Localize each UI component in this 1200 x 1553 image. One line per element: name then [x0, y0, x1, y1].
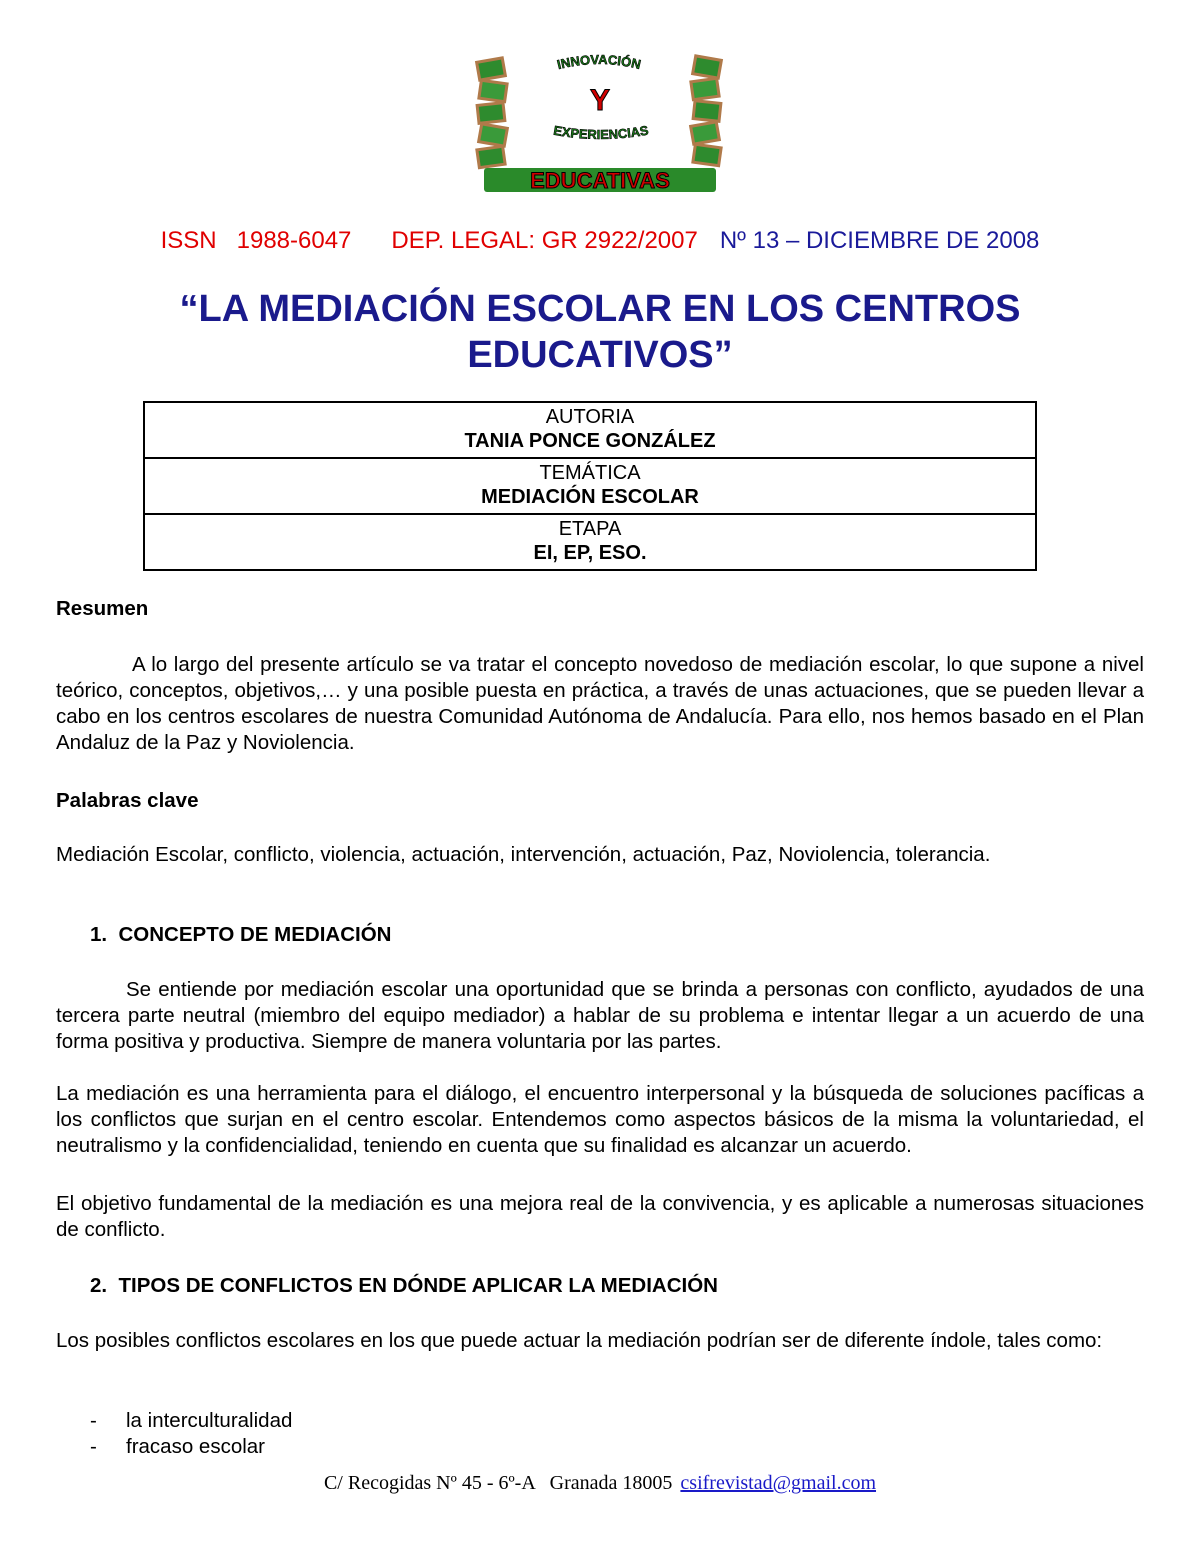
logo-right-column — [691, 56, 722, 166]
logo-top-text: INNOVACIÓN — [555, 51, 643, 73]
section-2-heading: 2. TIPOS DE CONFLICTOS EN DÓNDE APLICAR LA MEDIACIÓN — [90, 1274, 718, 1297]
issue-number: Nº 13 – DICIEMBRE DE 2008 — [719, 227, 1040, 254]
publication-info — [0, 227, 1200, 255]
page-footer — [0, 1472, 1200, 1495]
issn: ISSN 1988-6047 — [160, 227, 352, 254]
legal-deposit: DEP. LEGAL: GR 2922/2007 — [391, 227, 698, 254]
title-line-2: EDUCATIVOS” — [467, 334, 733, 376]
section-1-paragraph-2: La mediación es una herramienta para el diálogo, el encuentro interpersonal y la búsqueda de soluciones pacíficas a los conflictos que surjan en el centro escolar. Entendemos como aspectos básicos de la misma la voluntariedad, el neutralismo y la confidencialidad, teniendo en cuenta que su finalidad es alcanzar un acuerdo. — [56, 1082, 1144, 1157]
section-1-paragraph-3: El objetivo fundamental de la mediación es una mejora real de la convivencia, y es aplicable a numerosas situaciones de conflicto. — [56, 1192, 1144, 1241]
list-item-text: la interculturalidad — [126, 1409, 293, 1432]
meta-label: TEMÁTICA — [539, 462, 641, 484]
meta-label: ETAPA — [558, 518, 622, 540]
section-1-heading: 1. CONCEPTO DE MEDIACIÓN — [90, 923, 392, 946]
logo-middle-text: Y — [589, 84, 611, 117]
meta-row-topic — [144, 458, 1036, 514]
meta-row-stage — [144, 514, 1036, 570]
keywords-body: Mediación Escolar, conflicto, violencia, actuación, intervención, actuación, Paz, Noviolencia, tolerancia. — [56, 843, 991, 866]
logo-left-column — [477, 58, 508, 168]
list-item-text: fracaso escolar — [126, 1435, 266, 1458]
footer-address: C/ Recogidas Nº 45 - 6º-A Granada 18005 — [323, 1472, 673, 1494]
magazine-logo — [470, 50, 730, 200]
meta-value: TANIA PONCE GONZÁLEZ — [464, 430, 716, 452]
abstract-heading: Resumen — [56, 597, 149, 620]
article-meta-table — [143, 401, 1037, 571]
meta-value: MEDIACIÓN ESCOLAR — [481, 486, 699, 508]
logo-lower-text: EXPERIENCIAS — [552, 122, 650, 143]
meta-label: AUTORIA — [545, 406, 635, 428]
footer-email-link[interactable]: csifrevistad@gmail.com — [680, 1472, 877, 1494]
title-line-1: “LA MEDIACIÓN ESCOLAR EN LOS CENTROS — [179, 288, 1021, 330]
logo-graphic — [470, 50, 730, 200]
article-title — [0, 286, 1200, 378]
list-item: - fracaso escolar — [90, 1435, 266, 1458]
section-1-paragraph-1: Se entiende por mediación escolar una oportunidad que se brinda a personas con conflicto, ayudados de una tercera parte neutral (miembro del equipo mediador) a hablar de su problema e intentar llegar a un acuerdo de una forma positiva y productiva. Siempre de manera voluntaria por las partes. — [56, 978, 1144, 1053]
meta-value: EI, EP, ESO. — [533, 542, 647, 564]
keywords-heading: Palabras clave — [56, 789, 199, 812]
list-item: - la interculturalidad — [90, 1409, 293, 1432]
section-2-intro: Los posibles conflictos escolares en los que puede actuar la mediación podrían ser de diferente índole, tales como: — [56, 1329, 1103, 1352]
abstract-body: A lo largo del presente artículo se va tratar el concepto novedoso de mediación escolar, lo que supone a nivel teórico, conceptos, objetivos,… y una posible puesta en práctica, a través de unas actuaciones, que se pueden llevar a cabo en los centros escolares de nuestra Comunidad Autónoma de Andalucía. Para ello, nos hemos basado en el Plan Andaluz de la Paz y Noviolencia. — [56, 653, 1144, 754]
logo-bottom-text: EDUCATIVAS — [530, 168, 670, 193]
meta-row-authorship — [144, 402, 1036, 458]
